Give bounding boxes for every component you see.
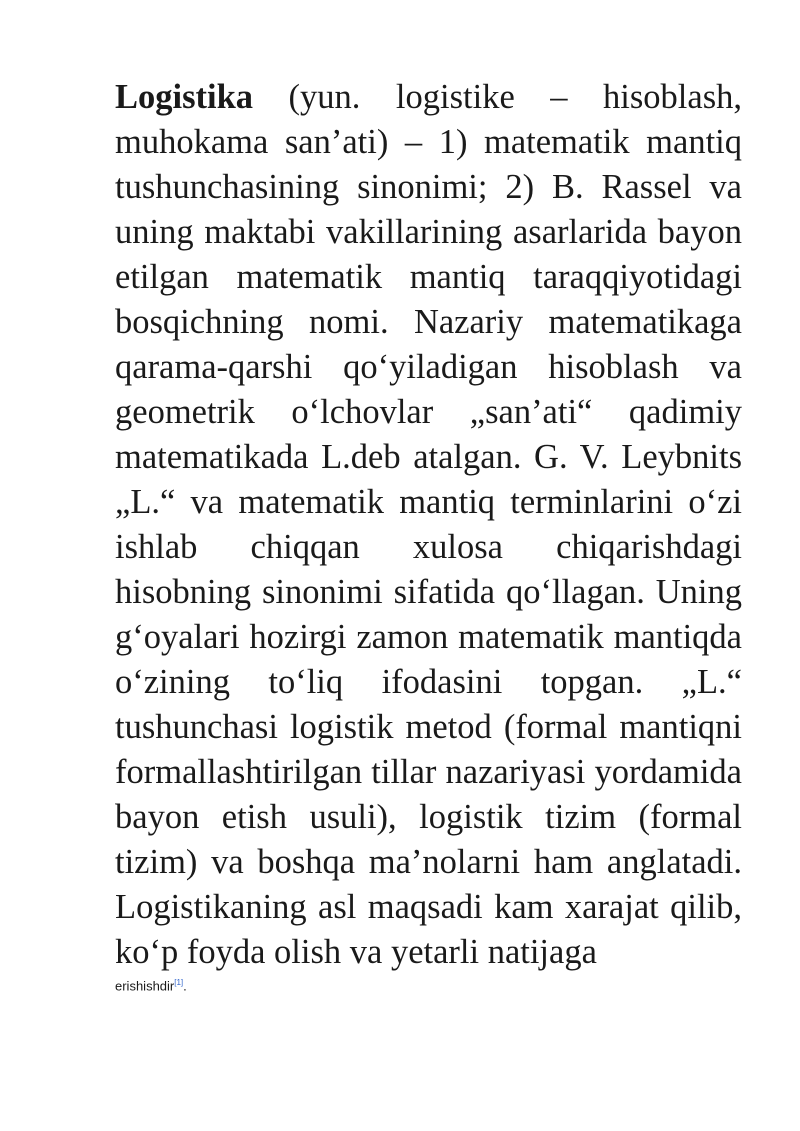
article-tail (115, 975, 742, 994)
article-definition: (yun. logistike – hisoblash, muhokama san’ati) – 1) matematik mantiq tushunchasining sinonimi; 2) B. Rassel va uning maktabi vakillarining asarlarida bayon etilgan matematik mantiq taraqqiyotidagi bosqichning nomi. Nazariy matematikaga qarama-qarshi qo‘yiladigan hisoblash va geometrik o‘lchovlar „san’ati“ qadimiy matematikada L.deb atalgan. G. V. Leybnits „L.“ va matematik mantiq terminlarini o‘zi ishlab chiqqan xulosa chiqarishdagi hisobning sinonimi sifatida qo‘llagan. Uning g‘oyalari hozirgi zamon matematik mantiqda o‘zining to‘liq ifodasini topgan. „L.“ tushunchasi logistik metod (formal mantiqni formallashtirilgan tillar nazariyasi yordamida bayon etish usuli), logistik tizim (formal tizim) va boshqa ma’nolarni ham anglatadi. Logistikaning asl maqsadi kam xarajat qilib, ko‘p foyda olish va yetarli natijaga (115, 78, 742, 971)
article-tail-end: . (183, 978, 187, 994)
article-page (115, 75, 742, 994)
article-term: Logistika (115, 78, 254, 116)
article-tail-word: erishishdir (115, 978, 175, 994)
article-paragraph (115, 75, 742, 975)
reference-link[interactable]: [1] (174, 978, 184, 987)
